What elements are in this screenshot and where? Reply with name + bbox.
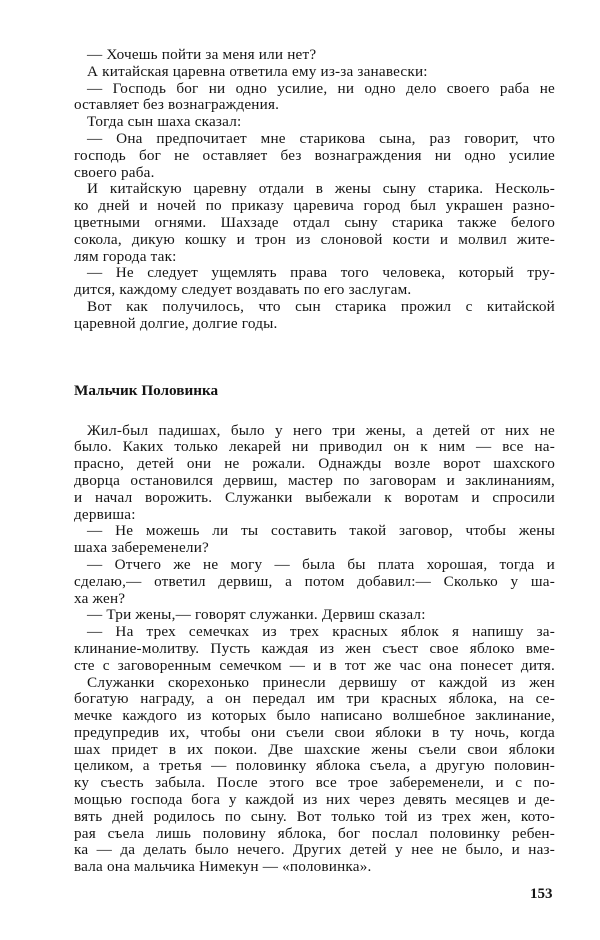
- text-line: — Три жены,— говорят служанки. Дервиш сказал:: [87, 606, 426, 624]
- text-line: ха жен?: [74, 589, 126, 607]
- text-line: своего раба.: [74, 163, 155, 181]
- text-line: Жил-был падишах, было у него три жены, а детей от них не: [87, 421, 555, 439]
- text-line: лям города так:: [74, 247, 177, 265]
- text-line: Служанки скорехонько принесли дервишу от каждой из жен: [87, 673, 555, 691]
- text-line: богатую награду, а он передал им три красных яблока, на се-: [74, 690, 555, 708]
- text-line: предупредив их, чтобы они съели свои яблоки в ту ночь, когда: [74, 723, 555, 741]
- text-line: клинание-молитву. Пусть каждая из жен съест свое яблоко вме-: [74, 639, 555, 657]
- text-line: дервиша:: [74, 505, 136, 523]
- text-line: вять дней родилось по сыну. Вот только той из трех жен, кото-: [74, 807, 555, 825]
- text-line: шаха забеременели?: [74, 539, 209, 557]
- text-line: И китайскую царевну отдали в жены сыну старика. Несколь-: [87, 180, 555, 198]
- text-line: А китайская царевна ответила ему из-за занавески:: [87, 62, 428, 80]
- text-line: ко дней и ночей по приказу царевича город был украшен разно-: [74, 197, 555, 215]
- text-line: и начал ворожить. Служанки выбежали к воротам и спросили: [74, 488, 555, 506]
- text-line: сте с заговоренным семечком — и в тот же час она понесет дитя.: [74, 656, 555, 674]
- text-line: прасно, детей они не рожали. Однажды возле ворот шахского: [74, 455, 555, 473]
- text-line: ка — да делать было нечего. Других детей у нее не было, и наз-: [74, 841, 555, 859]
- text-line: мечке каждого из которых было написано волшебное заклинание,: [74, 707, 555, 725]
- text-line: дворца остановился дервиш, мастер по заговорам и заклинаниям,: [74, 471, 555, 489]
- chapter-heading: Мальчик Половинка: [74, 381, 219, 399]
- text-line: — Хочешь пойти за меня или нет?: [87, 46, 317, 63]
- text-line: — Господь бог ни одно усилие, ни одно дело своего раба не: [87, 79, 555, 97]
- text-line: — Не следует ущемлять права того человека, который тру-: [87, 264, 555, 282]
- text-line: рая съела лишь половину яблока, бог послал половинку ребен-: [74, 824, 555, 842]
- text-line: дится, каждому следует воздавать по его заслугам.: [74, 281, 412, 299]
- text-line: целиком, а третья — половинку яблока съела, а другую половин-: [74, 757, 555, 775]
- text-line: Вот как получилось, что сын старика прожил с китайской: [87, 297, 555, 315]
- text-line: мощью господа бога у каждой из них через девять месяцев и де-: [74, 791, 555, 809]
- text-line: — На трех семечках из трех красных яблок я напишу за-: [87, 623, 555, 641]
- text-line: — Отчего же не могу — была бы плата хорошая, тогда и: [87, 555, 555, 573]
- text-line: сокола, дикую кошку и трон из слоновой кости и молвил жите-: [74, 230, 555, 248]
- story-ending-text: [74, 47, 555, 333]
- text-line: — Она предпочитает мне старикова сына, раз говорит, что: [87, 129, 555, 147]
- text-line: царевной долгие, долгие годы.: [74, 314, 278, 332]
- text-line: — Не можешь ли ты составить такой заговор, чтобы жены: [87, 522, 555, 540]
- text-line: шах придет в их покои. Две шахские жены съели свои яблоки: [74, 740, 555, 758]
- text-line: оставляет без вознаграждения.: [74, 96, 280, 114]
- story-body-text: [74, 423, 555, 877]
- text-line: ку съесть забыла. После этого все трое забеременели, и с по-: [74, 774, 555, 792]
- text-line: было. Каких только лекарей ни приводил он к ним — все на-: [74, 438, 555, 456]
- text-line: сделаю,— ответил дервиш, а потом добавил:— Сколько у ша-: [74, 572, 555, 590]
- text-line: Тогда сын шаха сказал:: [87, 113, 242, 131]
- page-number: 153: [530, 886, 553, 902]
- text-line: вала она мальчика Нимекун — «половинка».: [74, 858, 372, 876]
- text-line: цветными огнями. Шахзаде отдал сыну старика также белого: [74, 213, 555, 231]
- book-page: [74, 47, 555, 876]
- text-line: господь бог не оставляет без вознаграждения ни одно усилие: [74, 146, 555, 164]
